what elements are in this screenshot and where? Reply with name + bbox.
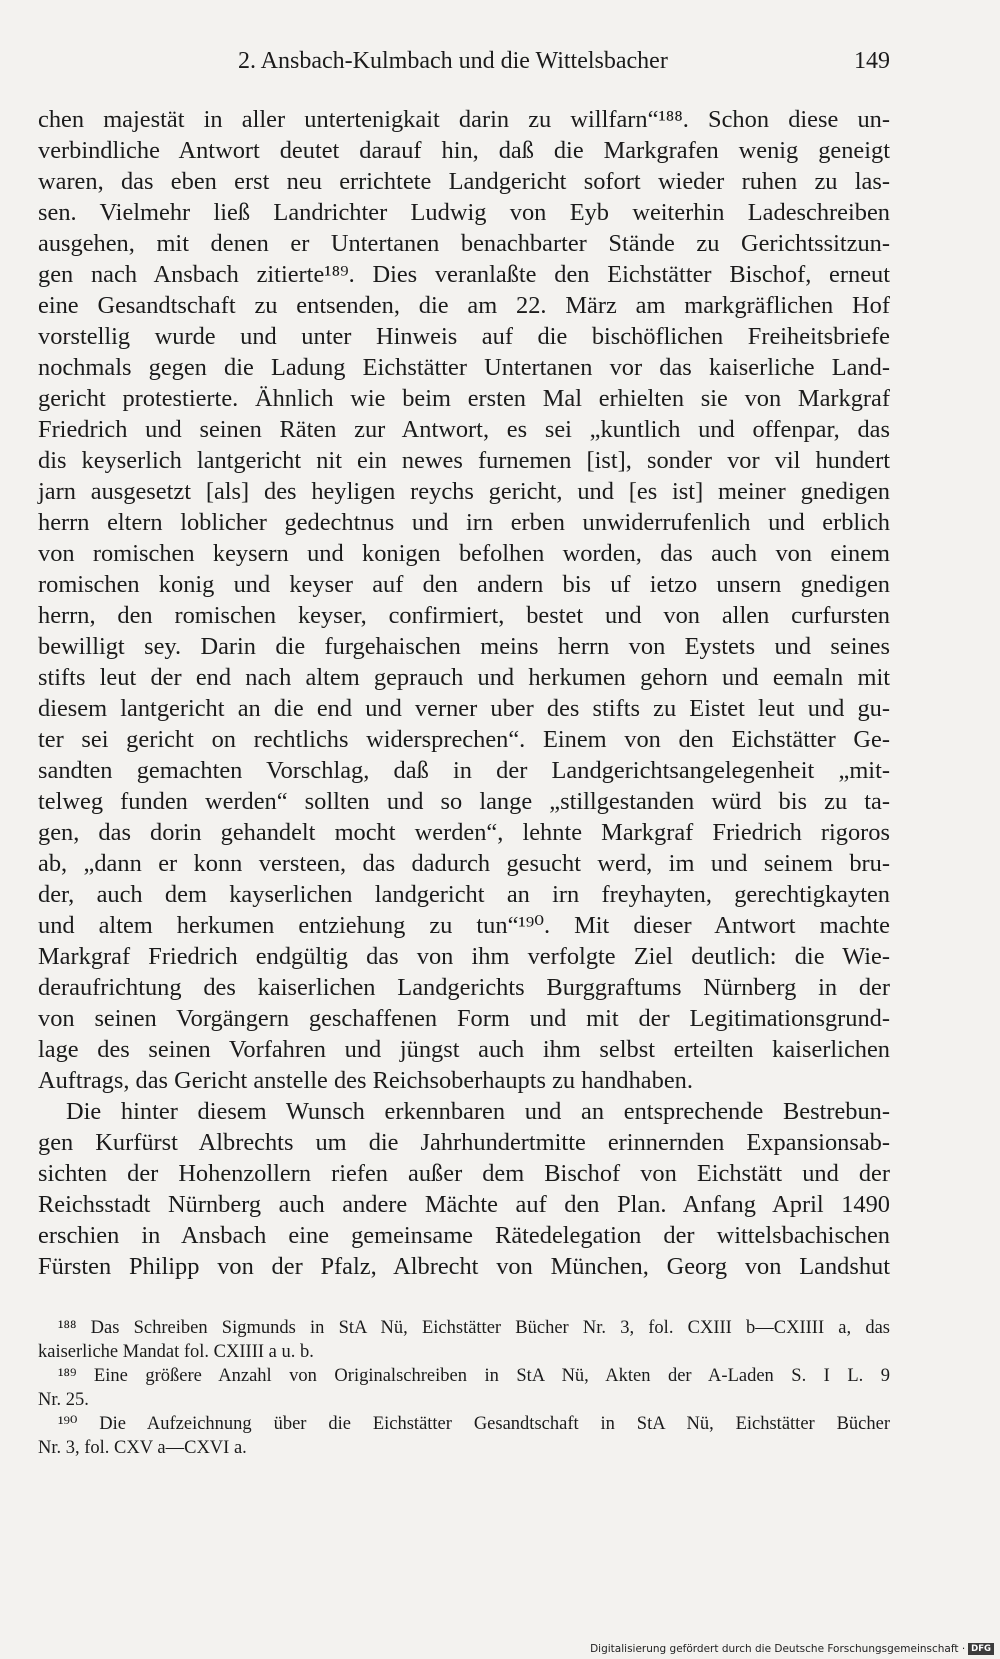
digitization-credit xyxy=(590,1643,994,1655)
text-line: diesem lantgericht an die end und verner uber des stifts zu Eistet leut und gu- xyxy=(38,695,890,722)
footnote-190: ¹⁹⁰ Die Aufzeichnung über die Eichstätter Gesandtschaft in StA Nü, Eichstätter Bücher xyxy=(58,1414,890,1434)
text-line: Markgraf Friedrich endgültig das von ihm verfolgte Ziel deutlich: die Wie- xyxy=(38,943,890,970)
footnote-line: Nr. 25. xyxy=(38,1390,89,1410)
text-line: eine Gesandtschaft zu entsenden, die am 22. März am markgräflichen Hof xyxy=(38,292,890,319)
text-line: sen. Vielmehr ließ Landrichter Ludwig von Eyb weiterhin Ladeschreiben xyxy=(38,199,890,226)
text-line: stifts leut der end nach altem geprauch und herkumen gehorn und eemaln mit xyxy=(38,664,890,691)
text-line-paragraph-end: Auftrags, das Gericht anstelle des Reichsoberhaupts zu handhaben. xyxy=(38,1067,693,1094)
text-line: herrn, den romischen keyser, confirmiert, bestet und von allen curfursten xyxy=(38,602,890,629)
body-text xyxy=(38,104,890,1282)
text-line: gericht protestierte. Ähnlich wie beim ersten Mal erhielten sie von Markgraf xyxy=(38,385,890,412)
text-line: chen majestät in aller untertenigkait darin zu willfarn“¹⁸⁸. Schon diese un- xyxy=(38,106,890,133)
text-line: vorstellig wurde und unter Hinweis auf die bischöflichen Freiheitsbriefe xyxy=(38,323,890,350)
text-line: nochmals gegen die Ladung Eichstätter Untertanen vor das kaiserliche Land- xyxy=(38,354,890,381)
text-line: gen nach Ansbach zitierte¹⁸⁹. Dies veranlaßte den Eichstätter Bischof, erneut xyxy=(38,261,890,288)
credit-text: Digitalisierung gefördert durch die Deutsche Forschungsgemeinschaft · xyxy=(590,1643,966,1655)
dfg-logo: DFG xyxy=(968,1643,994,1655)
text-line: jarn ausgesetzt [als] des heyligen reychs gericht, und [es ist] meiner gnedigen xyxy=(38,478,890,505)
text-line: Reichsstadt Nürnberg auch andere Mächte auf den Plan. Anfang April 1490 xyxy=(38,1191,890,1218)
text-line: von seinen Vorgängern geschaffenen Form und mit der Legitimationsgrund- xyxy=(38,1005,890,1032)
text-line: Fürsten Philipp von der Pfalz, Albrecht von München, Georg von Landshut xyxy=(38,1253,890,1280)
text-line: gen Kurfürst Albrechts um die Jahrhundertmitte erinnernden Expansionsab- xyxy=(38,1129,890,1156)
text-line: erschien in Ansbach eine gemeinsame Rätedelegation der wittelsbachischen xyxy=(38,1222,890,1249)
footnote-line: kaiserliche Mandat fol. CXIIII a u. b. xyxy=(38,1342,314,1362)
text-line: gen, das dorin gehandelt mocht werden“, lehnte Markgraf Friedrich rigoros xyxy=(38,819,890,846)
text-line: von romischen keysern und konigen befolhen worden, das auch von einem xyxy=(38,540,890,567)
text-line: sandten gemachten Vorschlag, daß in der Landgerichtsangelegenheit „mit- xyxy=(38,757,890,784)
footnotes xyxy=(38,1316,890,1460)
text-line: romischen konig und keyser auf den andern bis uf ietzo unsern gnedigen xyxy=(38,571,890,598)
text-line-paragraph-start: Die hinter diesem Wunsch erkennbaren und an entsprechende Bestrebun- xyxy=(66,1098,890,1125)
footnote-189: ¹⁸⁹ Eine größere Anzahl von Originalschreiben in StA Nü, Akten der A-Laden S. I L. 9 xyxy=(58,1366,890,1386)
text-line: waren, das eben erst neu errichtete Landgericht sofort wieder ruhen zu las- xyxy=(38,168,890,195)
text-line: sichten der Hohenzollern riefen außer dem Bischof von Eichstätt und der xyxy=(38,1160,890,1187)
text-line: bewilligt sey. Darin die furgehaischen meins herrn von Eystets und seines xyxy=(38,633,890,660)
text-line: ter sei gericht on rechtlichs widersprechen“. Einem von den Eichstätter Ge- xyxy=(38,726,890,753)
text-line: deraufrichtung des kaiserlichen Landgerichts Burggraftums Nürnberg in der xyxy=(38,974,890,1001)
text-line: dis keyserlich lantgericht nit ein newes furnemen [ist], sonder vor vil hundert xyxy=(38,447,890,474)
text-line: und altem herkumen entziehung zu tun“¹⁹⁰. Mit dieser Antwort machte xyxy=(38,912,890,939)
footnote-line: Nr. 3, fol. CXV a—CXVI a. xyxy=(38,1438,247,1458)
text-line: lage des seinen Vorfahren und jüngst auch ihm selbst erteilten kaiserlichen xyxy=(38,1036,890,1063)
text-line: telweg funden werden“ sollten und so lange „stillgestanden würd bis zu ta- xyxy=(38,788,890,815)
text-line: ab, „dann er konn versteen, das dadurch gesucht werd, im und seinem bru- xyxy=(38,850,890,877)
text-line: verbindliche Antwort deutet darauf hin, daß die Markgrafen wenig geneigt xyxy=(38,137,890,164)
page-number: 149 xyxy=(854,48,890,74)
text-line: Friedrich und seinen Räten zur Antwort, es sei „kuntlich und offenpar, das xyxy=(38,416,890,443)
footnote-188: ¹⁸⁸ Das Schreiben Sigmunds in StA Nü, Eichstätter Bücher Nr. 3, fol. CXIII b—CXIIII a, das xyxy=(58,1318,890,1338)
text-line: herrn eltern loblicher gedechtnus und irn erben unwiderrufenlich und erblich xyxy=(38,509,890,536)
running-title: 2. Ansbach-Kulmbach und die Wittelsbacher xyxy=(238,48,668,74)
running-head xyxy=(38,44,890,78)
text-line: ausgehen, mit denen er Untertanen benachbarter Stände zu Gerichtssitzun- xyxy=(38,230,890,257)
text-line: der, auch dem kayserlichen landgericht an irn freyhayten, gerechtigkayten xyxy=(38,881,890,908)
